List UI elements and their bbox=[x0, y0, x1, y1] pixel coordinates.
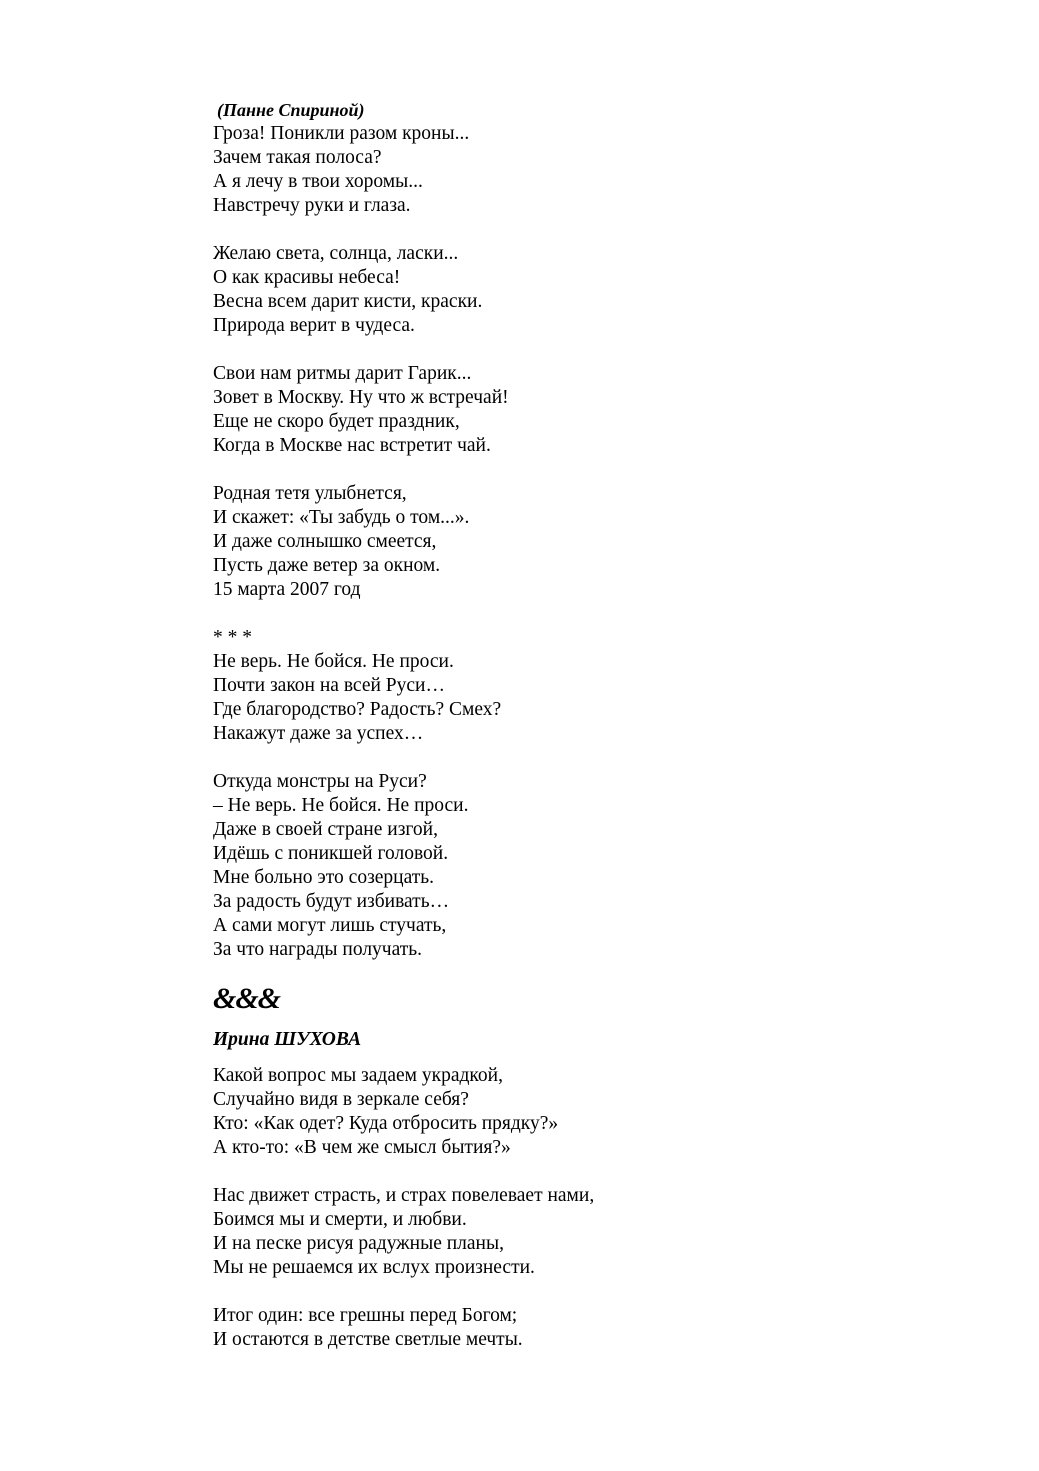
poem-line: Итог один: все грешны перед Богом; bbox=[213, 1305, 518, 1326]
poem-line: Гроза! Поникли разом кроны... bbox=[213, 123, 470, 144]
poem-marker: * * * bbox=[213, 627, 252, 648]
poem-line: Случайно видя в зеркале себя? bbox=[213, 1089, 469, 1110]
stanza bbox=[213, 770, 973, 962]
stanza bbox=[213, 122, 973, 218]
stanza bbox=[213, 1304, 973, 1352]
poem-line: Желаю света, солнца, ласки... bbox=[213, 243, 459, 264]
poem-line: Пусть даже ветер за окном. bbox=[213, 555, 441, 576]
poem-date: 15 марта 2007 год bbox=[213, 579, 361, 600]
poem-line: Почти закон на всей Руси… bbox=[213, 675, 445, 696]
poem-line: Накажут даже за успех… bbox=[213, 723, 424, 744]
section-gap bbox=[213, 962, 973, 982]
poem-line: Идёшь с поникшей головой. bbox=[213, 843, 449, 864]
stanza-gap bbox=[213, 458, 973, 482]
poem-line: Нас движет страсть, и страх повелевает нами, bbox=[213, 1185, 595, 1206]
stanza bbox=[213, 242, 973, 338]
poem-line: О как красивы небеса! bbox=[213, 267, 401, 288]
document-page bbox=[213, 98, 973, 1352]
poem-line: А сами могут лишь стучать, bbox=[213, 915, 447, 936]
poem-line: За радость будут избивать… bbox=[213, 891, 450, 912]
poem-line: Боимся мы и смерти, и любви. bbox=[213, 1209, 467, 1230]
poem-line: Зачем такая полоса? bbox=[213, 147, 382, 168]
poem-line: Какой вопрос мы задаем украдкой, bbox=[213, 1065, 503, 1086]
poem-line: Природа верит в чудеса. bbox=[213, 315, 415, 336]
poem-line: И скажет: «Ты забудь о том...». bbox=[213, 507, 470, 528]
poem-line: Зовет в Москву. Ну что ж встречай! bbox=[213, 387, 509, 408]
poem-line: Навстречу руки и глаза. bbox=[213, 195, 411, 216]
section-divider-ornament: &&& bbox=[213, 982, 281, 1015]
poem-line: За что награды получать. bbox=[213, 939, 423, 960]
poem-line: Не верь. Не бойся. Не проси. bbox=[213, 651, 454, 672]
poem-line: Еще не скоро будет праздник, bbox=[213, 411, 460, 432]
poem-line: Мне больно это созерцать. bbox=[213, 867, 435, 888]
poem-line: Весна всем дарит кисти, краски. bbox=[213, 291, 483, 312]
author-gap bbox=[213, 1052, 973, 1064]
poem-line: И даже солнышко смеется, bbox=[213, 531, 437, 552]
stanza bbox=[213, 1064, 973, 1160]
stanza-gap bbox=[213, 218, 973, 242]
poem-line: И остаются в детстве светлые мечты. bbox=[213, 1329, 523, 1350]
stanza bbox=[213, 1184, 973, 1280]
stanza-gap bbox=[213, 1280, 973, 1304]
stanza-gap bbox=[213, 602, 973, 626]
stanza bbox=[213, 650, 973, 746]
poem-line: – Не верь. Не бойся. Не проси. bbox=[213, 795, 469, 816]
stanza-gap bbox=[213, 746, 973, 770]
poem-line: Свои нам ритмы дарит Гарик... bbox=[213, 363, 472, 384]
poem-line: Кто: «Как одет? Куда отбросить прядку?» bbox=[213, 1113, 559, 1134]
poem-line: А я лечу в твои хоромы... bbox=[213, 171, 423, 192]
poem-dedication: (Панне Спириной) bbox=[217, 100, 365, 120]
poem-line: Когда в Москве нас встретит чай. bbox=[213, 435, 491, 456]
poem-line: Родная тетя улыбнется, bbox=[213, 483, 407, 504]
stanza-gap bbox=[213, 1160, 973, 1184]
poem-line: Мы не решаемся их вслух произнести. bbox=[213, 1257, 535, 1278]
poem-line: Даже в своей стране изгой, bbox=[213, 819, 438, 840]
poem-line: А кто-то: «В чем же смысл бытия?» bbox=[213, 1137, 511, 1158]
author-name: Ирина ШУХОВА bbox=[213, 1029, 362, 1050]
stanza bbox=[213, 482, 973, 602]
stanza bbox=[213, 362, 973, 458]
stanza-gap bbox=[213, 338, 973, 362]
poem-line: Где благородство? Радость? Смех? bbox=[213, 699, 502, 720]
section-gap bbox=[213, 1016, 973, 1028]
poem-line: Откуда монстры на Руси? bbox=[213, 771, 427, 792]
poem-line: И на песке рисуя радужные планы, bbox=[213, 1233, 504, 1254]
